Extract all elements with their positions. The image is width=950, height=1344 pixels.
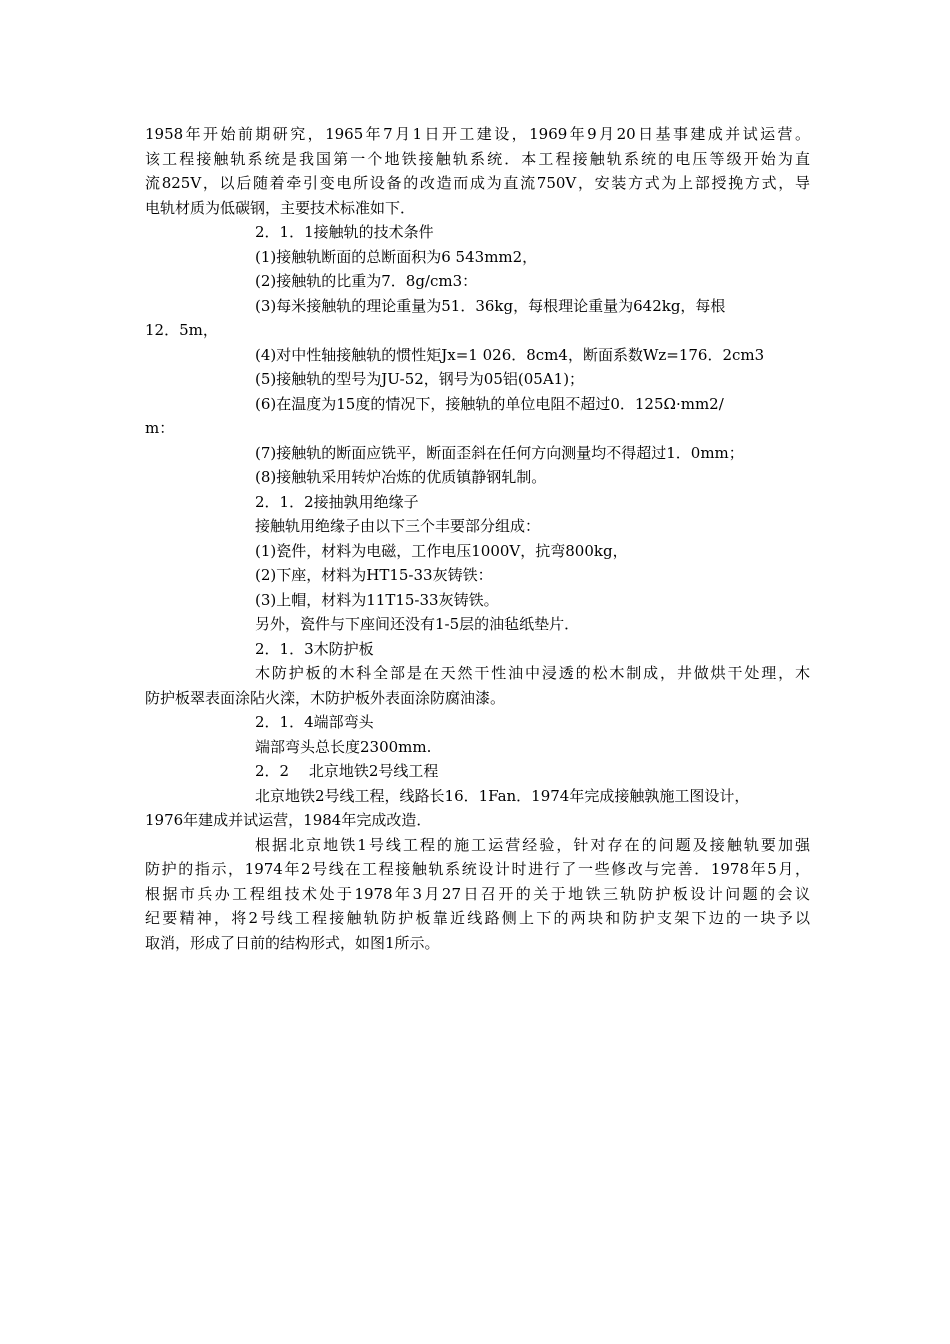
- text-line: 防护的指示，1974年2号线在工程接触轨系统设计时进行了一些修改与完善．1978年5月，: [145, 860, 810, 878]
- text-line: 2．1．2接抽孰用绝缘子: [255, 492, 419, 511]
- text-line: m：: [145, 419, 175, 437]
- text-line: 2．2 北京地铁2号线工程: [255, 762, 439, 780]
- text-line: (3)每米接触轨的理论重量为51．36kg，每根理论重量为642kg，每根: [255, 296, 726, 315]
- text-line: (2)下座，材料为HT15-33灰铸铁：: [255, 566, 493, 584]
- text-line: 木防护板的木科全部是在天然干性油中浸透的松木制成，井做烘干处理，木: [255, 664, 810, 682]
- text-line: 该工程接触轨系统是我国第一个地铁接触轨系统．本工程接触轨系统的电压等级开始为直: [145, 149, 810, 168]
- text-line: 流825V，以后随着牵引变电所设备的改造而成为直流750V，安装方式为上部授挽方式，导: [145, 174, 810, 192]
- text-line: 纪要精神，将2号线工程接触轨防护板靠近线路侧上下的两块和防护支架下边的一块予以: [145, 909, 810, 927]
- text-line: 2．1．4端部弯头: [255, 713, 374, 731]
- document-body: [145, 122, 810, 955]
- text-line: (5)接触轨的型号为JU-52，钢号为05铝(05A1)；: [255, 370, 585, 388]
- text-line: 防护板翠表面涂阽火滦，木防护板外表面涂防腐油漆。: [145, 688, 506, 707]
- text-line: 12．5m，: [145, 321, 218, 339]
- text-line: (1)瓷件，材料为电磁，工作电压1000V，抗弯800kg，: [255, 541, 628, 560]
- text-line: (8)接触轨采用转炉冶炼的优质镇静钢轧制。: [255, 468, 547, 486]
- text-line: 2．1．3木防护板: [255, 639, 374, 658]
- text-line: 2．1．1接触轨的技术条件: [255, 223, 434, 241]
- text-line: 接触轨用绝缘子由以下三个丰要部分组成：: [255, 517, 541, 535]
- text-line: 端部弯头总长度2300mm.: [255, 737, 432, 756]
- text-line: (3)上帽，材料为11T15-33灰铸铁。: [255, 590, 499, 609]
- text-line: (6)在温度为15度的情况下，接触轨的单位电阻不超过0．125Ω·mm2/: [255, 394, 724, 413]
- text-line: (2)接触轨的比重为7．8g/cm3：: [255, 272, 478, 290]
- text-line: 另外，瓷件与下座间还没有1-5层的油毡纸垫片．: [255, 615, 580, 633]
- text-line: (7)接触轨的断面应铣平，断面歪斜在任何方向测量均不得超过1．0mm；: [255, 443, 744, 462]
- text-line: 1958年开始前期研究，1965年7月1日开工建设，1969年9月20日基事建成并试运营。: [145, 125, 810, 143]
- text-line: (4)对中性轴接触轨的惯性矩Jx=1 026．8cm4，断面系数Wz=176．2cm3: [255, 345, 765, 364]
- text-line: 1976年建成并试运营，1984年完成改造．: [145, 811, 432, 829]
- text-line: (1)接触轨断面的总断面积为6 543mm2，: [255, 247, 538, 266]
- text-line: 根据北京地铁1号线工程的施工运营经验，针对存在的问题及接触轨要加强: [255, 835, 810, 854]
- text-line: 取消，形成了日前的结构形式，如图1所示。: [145, 933, 440, 952]
- text-line: 根据市兵办工程组技术处于1978年3月27日召开的关于地铁三轨防护板设计问题的会议: [145, 884, 810, 903]
- text-line: 电轨材质为低碳钢，主要技术标准如下．: [145, 198, 416, 217]
- text-line: 北京地铁2号线工程，线路长16．1Fan．1974年完成接触孰施工图设计，: [255, 786, 750, 805]
